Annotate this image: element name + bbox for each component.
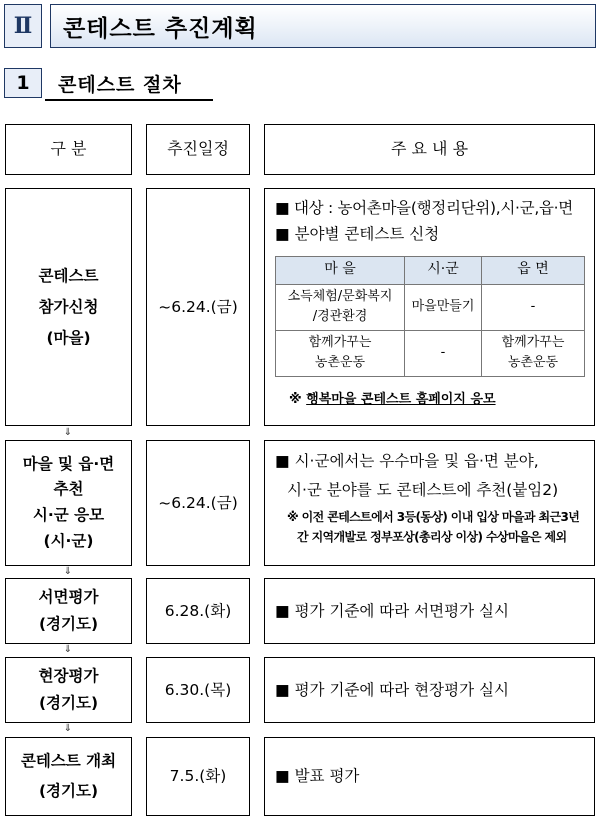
row3-category — [5, 578, 132, 644]
row5-category — [5, 737, 132, 816]
field-table-header: 시·군 — [405, 256, 482, 284]
header-schedule: 추진일정 — [146, 124, 250, 175]
flow-arrow: ⇓ — [63, 566, 73, 577]
row4-category — [5, 657, 132, 723]
row3-category-line: 서면평가 — [38, 587, 99, 606]
field-table-row — [276, 284, 585, 330]
row2-category-line: 마을 및 읍·면 — [22, 454, 115, 473]
row5-category-line: 콘테스트 개최 — [20, 752, 117, 771]
section-title: 콘테스트 추진계획 — [50, 4, 596, 48]
row2-category-line: (시·군) — [43, 531, 94, 550]
row2-content — [264, 440, 595, 566]
row5-category-line: (경기도) — [38, 781, 99, 800]
row4-bullet: ■ 평가 기준에 따라 현장평가 실시 — [275, 680, 509, 699]
row3-content — [264, 578, 595, 644]
field-table-cell: 마을만들기 — [405, 284, 482, 330]
row4-category-line: 현장평가 — [38, 666, 99, 685]
subsection-number: 1 — [4, 68, 42, 98]
row1-category — [5, 188, 132, 426]
row2-note: ※ 이전 콘테스트에서 3등(동상) 이내 입상 마을과 최근3년 — [287, 509, 580, 524]
header-content: 주 요 내 용 — [264, 124, 595, 175]
header-category: 구 분 — [5, 124, 132, 175]
row2-category-line: 추천 — [53, 480, 84, 499]
row3-bullet: ■ 평가 기준에 따라 서면평가 실시 — [275, 601, 509, 620]
row4-category-line: (경기도) — [38, 694, 99, 712]
field-table-header: 읍 면 — [482, 256, 585, 284]
field-table-cell: - — [482, 284, 585, 330]
row2-bullet-cont: 시·군 분야를 도 콘테스트에 추천(붙임2) — [287, 481, 559, 500]
row2-category — [5, 440, 132, 566]
subsection-underline — [45, 99, 213, 101]
field-table-cell: 함께가꾸는 농촌운동 — [482, 330, 585, 376]
row3-category-line: (경기도) — [38, 615, 99, 633]
flow-arrow: ⇓ — [63, 644, 73, 655]
subsection-title: 콘테스트 절차 — [58, 73, 182, 96]
row4-schedule: 6.30.(목) — [146, 657, 250, 723]
row2-schedule: ~6.24.(금) — [146, 440, 250, 566]
row1-category-line: 참가신청 — [38, 297, 99, 316]
row1-bullet: ■ 대상 : 농어촌마을(행정리단위),시·군,읍·면 — [275, 199, 573, 217]
row1-category-line: (마을) — [46, 328, 91, 347]
row4-content — [264, 657, 595, 723]
field-table-cell: - — [405, 330, 482, 376]
row1-category-line: 콘테스트 — [38, 266, 99, 285]
row3-schedule: 6.28.(화) — [146, 578, 250, 644]
row5-content — [264, 737, 595, 816]
flow-arrow: ⇓ — [63, 723, 73, 734]
flow-arrow: ⇓ — [63, 427, 73, 438]
field-table-row — [276, 330, 585, 376]
field-table-header: 마 을 — [276, 256, 405, 284]
field-table-cell: 소득체험/문화복지 /경관환경 — [276, 284, 405, 330]
row1-schedule: ~6.24.(금) — [146, 188, 250, 426]
section-number: Ⅱ — [4, 4, 42, 48]
field-table-cell: 함께가꾸는 농촌운동 — [276, 330, 405, 376]
row5-schedule: 7.5.(화) — [146, 737, 250, 816]
row2-bullet: ■ 시·군에서는 우수마을 및 읍·면 분야, — [275, 452, 539, 470]
row5-bullet: ■ 발표 평가 — [275, 767, 360, 786]
row1-note: ※ 행복마을 콘테스트 홈페이지 응모 — [289, 391, 496, 407]
row1-content — [264, 188, 595, 426]
row1-bullet: ■ 분야별 콘테스트 신청 — [275, 225, 440, 244]
field-table — [275, 256, 585, 377]
row2-category-line: 시·군 응모 — [32, 506, 105, 524]
row2-note: 간 지역개발로 정부포상(총리상 이상) 수상마을은 제외 — [297, 529, 567, 544]
